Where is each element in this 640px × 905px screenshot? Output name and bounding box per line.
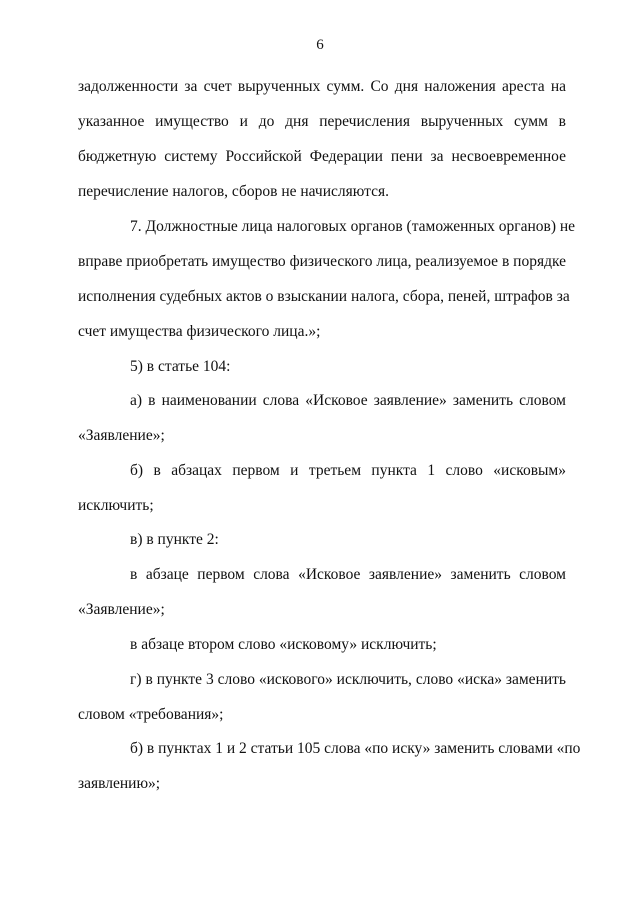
page-number: 6	[316, 37, 324, 53]
text-line: вправе приобретать имущество физического лица, реализуемое в порядке	[78, 253, 566, 270]
text-line: счет имущества физического лица.»;	[78, 323, 321, 340]
text-line: исполнения судебных актов о взыскании налога, сбора, пеней, штрафов за	[78, 288, 570, 305]
text-line: «Заявление»;	[78, 427, 165, 444]
text-line: в) в пункте 2:	[130, 531, 219, 548]
text-line: перечисление налогов, сборов не начисляются.	[78, 183, 389, 200]
text-line: заявлению»;	[78, 775, 161, 792]
text-line: б) в абзацах первом и третьем пункта 1 слово «исковым»	[130, 462, 566, 479]
text-line: 5) в статье 104:	[130, 358, 231, 375]
text-line: а) в наименовании слова «Исковое заявление» заменить словом	[130, 392, 566, 409]
text-line: в абзаце втором слово «исковому» исключить;	[130, 636, 437, 653]
text-line: 7. Должностные лица налоговых органов (таможенных органов) не	[130, 218, 576, 235]
text-line: исключить;	[78, 497, 154, 514]
text-line: словом «требования»;	[78, 706, 224, 723]
text-line: задолженности за счет вырученных сумм. Со дня наложения ареста на	[78, 78, 566, 95]
text-line: в абзаце первом слова «Исковое заявление» заменить словом	[130, 566, 566, 583]
text-line: бюджетную систему Российской Федерации пени за несвоевременное	[78, 148, 566, 165]
text-line: г) в пункте 3 слово «искового» исключить, слово «иска» заменить	[130, 671, 566, 688]
text-line: б) в пунктах 1 и 2 статьи 105 слова «по иску» заменить словами «по	[130, 740, 581, 757]
text-line: «Заявление»;	[78, 601, 165, 618]
text-line: указанное имущество и до дня перечисления вырученных сумм в	[78, 113, 566, 130]
